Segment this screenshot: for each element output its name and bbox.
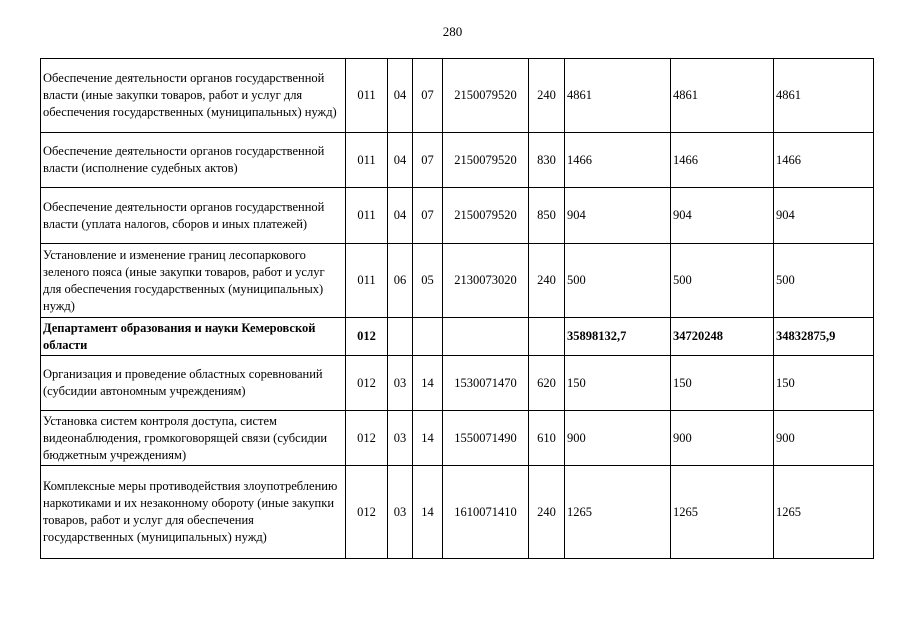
amount-year-1: 500 — [565, 244, 671, 318]
target-article-code: 1610071410 — [443, 466, 529, 559]
table-row — [41, 356, 874, 411]
subsection-code: 14 — [413, 466, 443, 559]
amount-year-3: 900 — [774, 411, 874, 466]
amount-year-3: 150 — [774, 356, 874, 411]
subsection-code: 07 — [413, 59, 443, 133]
amount-year-2: 500 — [671, 244, 774, 318]
row-name: Обеспечение деятельности органов государственной власти (иные закупки товаров, работ и услуг для обеспечения государственных (муниципальных) нужд) — [41, 59, 346, 133]
amount-year-2: 1265 — [671, 466, 774, 559]
target-article-code: 2130073020 — [443, 244, 529, 318]
amount-year-1: 1265 — [565, 466, 671, 559]
expense-type-code: 850 — [529, 188, 565, 244]
ved-code: 011 — [346, 244, 388, 318]
amount-year-3: 4861 — [774, 59, 874, 133]
expense-type-code: 240 — [529, 59, 565, 133]
section-code: 04 — [388, 133, 413, 188]
expense-type-code: 830 — [529, 133, 565, 188]
row-name: Установление и изменение границ лесопаркового зеленого пояса (иные закупки товаров, работ и услуг для обеспечения государственных (муниципальных) нужд) — [41, 244, 346, 318]
section-code: 03 — [388, 411, 413, 466]
section-code — [388, 318, 413, 356]
ved-code: 011 — [346, 188, 388, 244]
ved-code: 012 — [346, 318, 388, 356]
ved-code: 011 — [346, 133, 388, 188]
amount-year-1: 904 — [565, 188, 671, 244]
amount-year-1: 4861 — [565, 59, 671, 133]
table-row-department — [41, 318, 874, 356]
table-row — [41, 59, 874, 133]
subsection-code: 07 — [413, 133, 443, 188]
table-row — [41, 466, 874, 559]
target-article-code: 2150079520 — [443, 133, 529, 188]
row-name: Департамент образования и науки Кемеровской области — [41, 318, 346, 356]
table-row — [41, 411, 874, 466]
section-code: 03 — [388, 356, 413, 411]
section-code: 04 — [388, 188, 413, 244]
subsection-code: 14 — [413, 411, 443, 466]
expense-type-code: 240 — [529, 244, 565, 318]
amount-year-1: 900 — [565, 411, 671, 466]
ved-code: 012 — [346, 356, 388, 411]
expense-type-code: 610 — [529, 411, 565, 466]
table-row — [41, 244, 874, 318]
ved-code: 012 — [346, 466, 388, 559]
expense-type-code: 620 — [529, 356, 565, 411]
subsection-code: 05 — [413, 244, 443, 318]
budget-table — [40, 58, 874, 559]
subsection-code: 07 — [413, 188, 443, 244]
target-article-code: 1530071470 — [443, 356, 529, 411]
amount-year-3: 34832875,9 — [774, 318, 874, 356]
table-row — [41, 133, 874, 188]
target-article-code: 2150079520 — [443, 59, 529, 133]
row-name: Установка систем контроля доступа, систем видеонаблюдения, громкоговорящей связи (субсидии бюджетным учреждениям) — [41, 411, 346, 466]
row-name: Обеспечение деятельности органов государственной власти (уплата налогов, сборов и иных платежей) — [41, 188, 346, 244]
amount-year-1: 35898132,7 — [565, 318, 671, 356]
target-article-code — [443, 318, 529, 356]
amount-year-3: 1265 — [774, 466, 874, 559]
amount-year-2: 4861 — [671, 59, 774, 133]
amount-year-3: 1466 — [774, 133, 874, 188]
table-row — [41, 188, 874, 244]
section-code: 04 — [388, 59, 413, 133]
target-article-code: 2150079520 — [443, 188, 529, 244]
amount-year-1: 150 — [565, 356, 671, 411]
row-name: Комплексные меры противодействия злоупотреблению наркотиками и их незаконному обороту (иные закупки товаров, работ и услуг для обеспечения государственных (муниципальных) нужд) — [41, 466, 346, 559]
target-article-code: 1550071490 — [443, 411, 529, 466]
amount-year-1: 1466 — [565, 133, 671, 188]
row-name: Обеспечение деятельности органов государственной власти (исполнение судебных актов) — [41, 133, 346, 188]
subsection-code: 14 — [413, 356, 443, 411]
page-number: 280 — [442, 24, 463, 39]
amount-year-3: 500 — [774, 244, 874, 318]
amount-year-2: 900 — [671, 411, 774, 466]
section-code: 03 — [388, 466, 413, 559]
amount-year-3: 904 — [774, 188, 874, 244]
section-code: 06 — [388, 244, 413, 318]
expense-type-code: 240 — [529, 466, 565, 559]
amount-year-2: 150 — [671, 356, 774, 411]
row-name: Организация и проведение областных соревнований (субсидии автономным учреждениям) — [41, 356, 346, 411]
ved-code: 011 — [346, 59, 388, 133]
amount-year-2: 1466 — [671, 133, 774, 188]
ved-code: 012 — [346, 411, 388, 466]
subsection-code — [413, 318, 443, 356]
expense-type-code — [529, 318, 565, 356]
amount-year-2: 34720248 — [671, 318, 774, 356]
amount-year-2: 904 — [671, 188, 774, 244]
